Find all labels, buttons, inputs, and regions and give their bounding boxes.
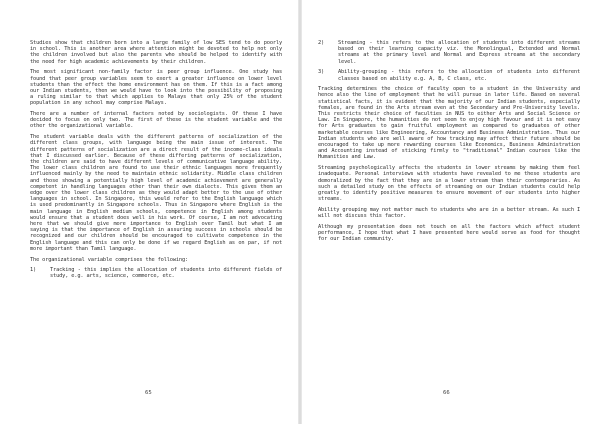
list-item-text: Ability-grouping - this refers to the allocation of students into different classes based on ability e.g. A, B, C class, etc. [338,69,580,82]
right-paragraph: Tracking determines the choice of faculty open to a student in the University and hence also the line of employment that he will pursue in later life. Based on several statistical facts, it is evident that the majority of our Indian students, especially females, are found in the Arts stream even at the Secondary and Pre-University levels. This restricts their choice of faculties in NUS to either Arts and Social Science or Law. In Singapore, the humanities do not seem to enjoy high favour and it is not easy for Arts graduates to gain fruitful employment as compared to graduates of other marketable courses like Engineering, Accountancy and Business Administration. Thus our Indian students who are well aware of how tracking may affect their future should be encouraged to take up more rewarding courses like Economics, Business Administration and Accounting instead of sticking firmly to "traditional" Indian courses like the Humanities and Law. [318,86,580,161]
list-item-text: Streaming - this refers to the allocation of students into different streams based on their learning capacity viz. the Monolingual, Extended and Normal streams at the primary level and Normal and Express streams at the secondary level. [338,40,580,65]
list-item-text: Tracking - this implies the allocation of students into different fields of study, e.g. arts, science, commerce, etc. [50,267,282,280]
list-item-number: 3) [318,69,325,76]
page-number-left: 65 [145,390,152,396]
page-number-right: 66 [443,390,450,396]
left-paragraph: The organizational variable comprises the following: [30,256,189,263]
list-item-number: 1) [30,267,37,274]
right-paragraph: Ability grouping may not matter much to students who are in a better stream. As such I will not discuss this factor. [318,206,580,220]
list-item-number: 2) [318,40,325,46]
list-item [318,69,580,81]
right-paragraph: Streaming psychologically affects the students in lower streams by making them feel inadequate. Personal interviews with students have revealed to me these students are demoralized by the fact that they are in a lower stream than their contemporaries. As such a detailed study on the effects of streaming on our Indian students could help greatly to identify positive measures to ensure movement of our students into higher streams. [318,165,580,203]
left-paragraph: Studies show that children born into a large family of low SES tend to do poorly in school. This is another area where attention might be devoted to help not only the children involved but also the parents who should be helped to identify with the need for high academic achievements by their children. [30,40,282,65]
right-page [318,40,580,247]
list-item [318,40,580,65]
left-paragraph: The student variable deals with the different patterns of socialization of the different class groups, with language being the main issue of interest. The different patterns of socialization are a direct result of the income-class ideals that I discussed earlier. Because of these differing patterns of socialization, the children are said to have different levels of communicative language ability. The lower class children are found to use their ethnic languages more frequently influenced mainly by the need to maintain ethnic solidarity. Middle class children and those showing a potentially high level of academic achievement are generally competent in handling languages other than their own dialects. This gives them an edge over the lower class children as they would adapt better to the use of other languages in school. In Singapore, this would refer to the English language which is used predominantly in Singapore schools. Thus in Singapore where English is the main language in English medium schools, competence in English among students would ensure that a student does well in his work. Of course, I am not advocating here that we should give more importance to English over Tamil but what I am saying is that the importance of English in assuring success in schools should be recognized and our children should be encouraged to cultivate competence in the English language and this can only be done if we regard English as on par, if not more important than Tamil language. [30,134,282,252]
left-page [30,40,282,284]
right-paragraph: Although my presentation does not touch on all the factors which affect student performance, I hope that what I have presented here would serve as food for thought for our Indian community. [318,223,580,243]
book-spine [298,0,302,424]
left-paragraph: The most significant non-family factor is peer group influence. One study has found that peer group variables seem to exert a greater influence on lower level students than the effect the home environment has on them. If this is a fact among our Indian students, then we would have to look into the possibility of proposing a ruling similar to that which applies to Malays that only 25% of the student population in any school may comprise Malays. [30,69,282,107]
left-paragraph: There are a number of internal factors noted by sociologists. Of these I have decided to focus on only two. The first of these is the student variable and the other the organizational variable. [30,111,282,130]
list-item [30,267,282,279]
